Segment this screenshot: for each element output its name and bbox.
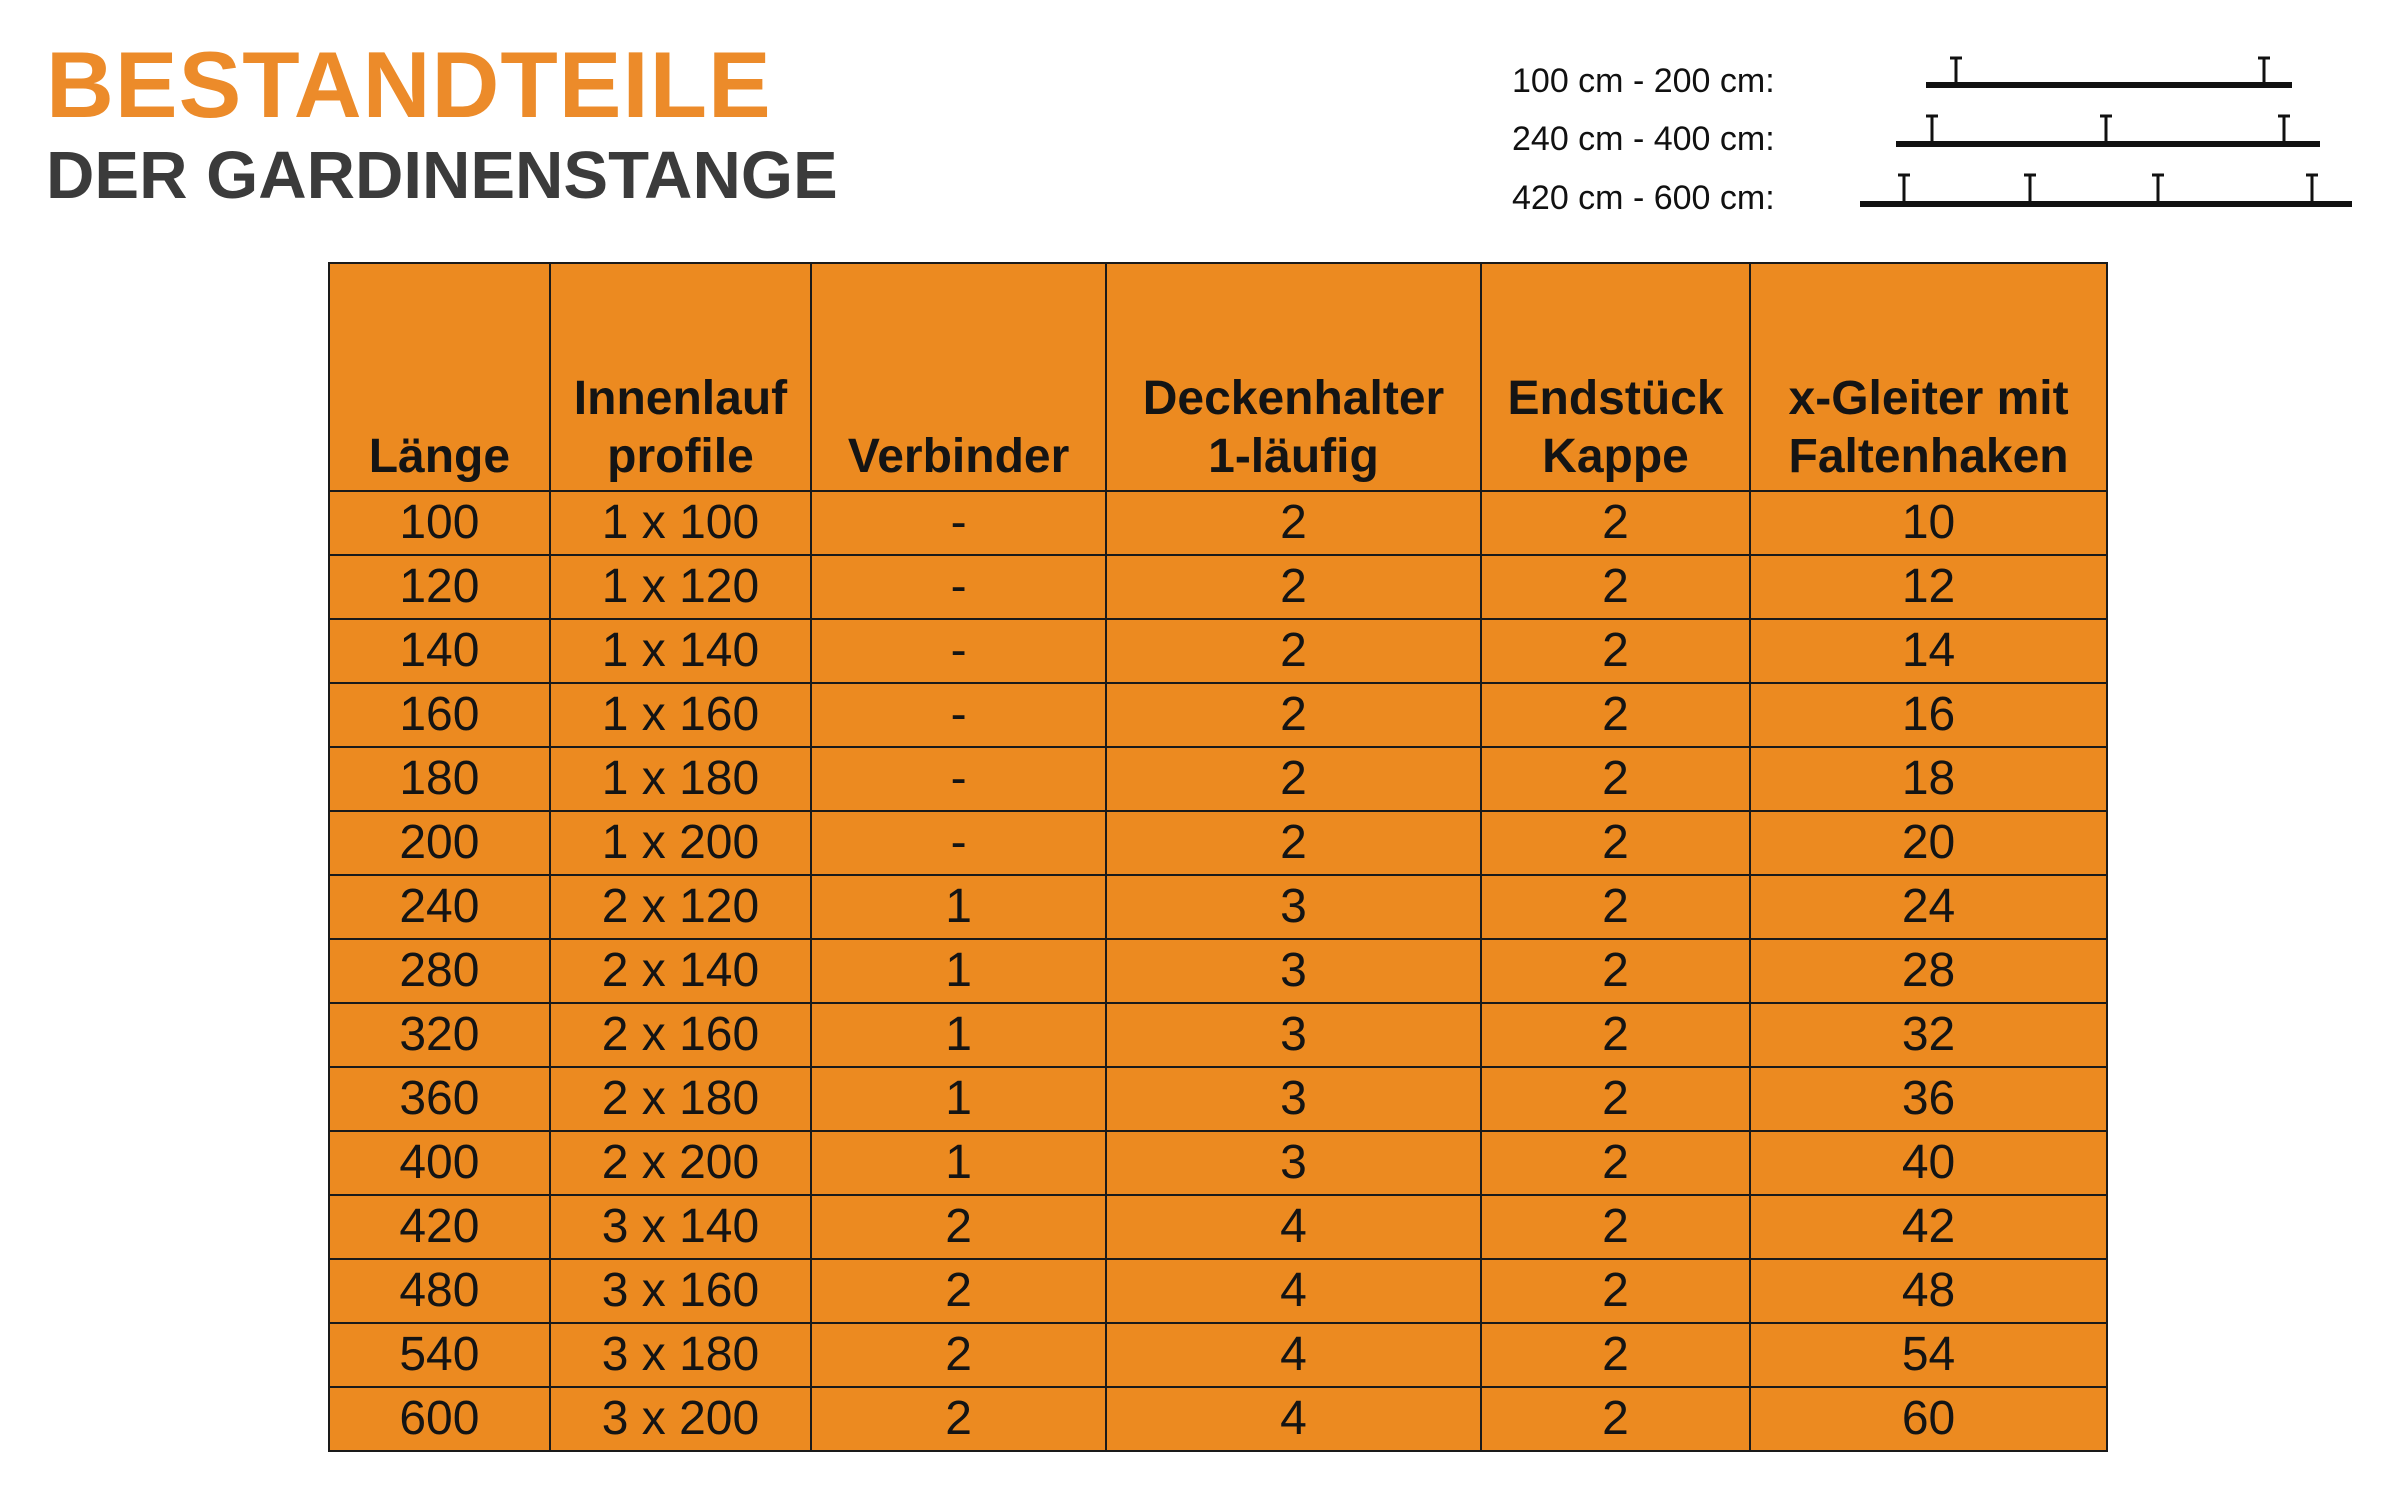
table-row bbox=[329, 683, 2107, 747]
cell-innenlauf-profile: 1 x 180 bbox=[550, 747, 811, 811]
cell-laenge: 180 bbox=[329, 747, 550, 811]
cell-verbinder: 2 bbox=[811, 1259, 1106, 1323]
cell-verbinder: 2 bbox=[811, 1387, 1106, 1451]
cell-endstueck-kappe: 2 bbox=[1481, 747, 1750, 811]
cell-laenge: 600 bbox=[329, 1387, 550, 1451]
cell-endstueck-kappe: 2 bbox=[1481, 1003, 1750, 1067]
header-label: Kappe bbox=[1542, 430, 1689, 483]
cell-endstueck-kappe: 2 bbox=[1481, 491, 1750, 555]
table-body bbox=[329, 491, 2107, 1451]
cell-laenge: 420 bbox=[329, 1195, 550, 1259]
table-row bbox=[329, 811, 2107, 875]
cell-gleiter-faltenhaken: 42 bbox=[1750, 1195, 2107, 1259]
legend-label-medium: 240 cm - 400 cm: bbox=[1512, 120, 1775, 158]
table-row bbox=[329, 1131, 2107, 1195]
cell-verbinder: - bbox=[811, 683, 1106, 747]
cell-innenlauf-profile: 1 x 200 bbox=[550, 811, 811, 875]
cell-laenge: 120 bbox=[329, 555, 550, 619]
header-label: Länge bbox=[368, 430, 511, 483]
header-col-innenlauf-profile bbox=[550, 263, 811, 491]
rod-diagram-small bbox=[1926, 58, 2292, 85]
cell-deckenhalter: 2 bbox=[1106, 491, 1481, 555]
parts-table bbox=[328, 262, 2108, 1452]
cell-laenge: 400 bbox=[329, 1131, 550, 1195]
cell-gleiter-faltenhaken: 12 bbox=[1750, 555, 2107, 619]
cell-endstueck-kappe: 2 bbox=[1481, 555, 1750, 619]
header-label: Faltenhaken bbox=[1788, 430, 2069, 483]
header-col-endstueck-kappe bbox=[1481, 263, 1750, 491]
cell-deckenhalter: 4 bbox=[1106, 1259, 1481, 1323]
cell-deckenhalter: 3 bbox=[1106, 1003, 1481, 1067]
legend-label-small: 100 cm - 200 cm: bbox=[1512, 62, 1775, 100]
table-row bbox=[329, 939, 2107, 1003]
table-row bbox=[329, 1323, 2107, 1387]
cell-gleiter-faltenhaken: 10 bbox=[1750, 491, 2107, 555]
cell-verbinder: - bbox=[811, 747, 1106, 811]
cell-deckenhalter: 3 bbox=[1106, 1067, 1481, 1131]
rod-diagram-medium bbox=[1896, 116, 2320, 144]
cell-laenge: 480 bbox=[329, 1259, 550, 1323]
cell-deckenhalter: 4 bbox=[1106, 1323, 1481, 1387]
table-row bbox=[329, 1003, 2107, 1067]
cell-deckenhalter: 4 bbox=[1106, 1387, 1481, 1451]
cell-endstueck-kappe: 2 bbox=[1481, 683, 1750, 747]
cell-deckenhalter: 2 bbox=[1106, 747, 1481, 811]
cell-gleiter-faltenhaken: 16 bbox=[1750, 683, 2107, 747]
cell-laenge: 360 bbox=[329, 1067, 550, 1131]
page-subtitle: DER GARDINENSTANGE bbox=[46, 138, 838, 213]
cell-laenge: 280 bbox=[329, 939, 550, 1003]
table-row bbox=[329, 1067, 2107, 1131]
cell-endstueck-kappe: 2 bbox=[1481, 1131, 1750, 1195]
header-label: Deckenhalter bbox=[1142, 372, 1445, 425]
cell-deckenhalter: 3 bbox=[1106, 875, 1481, 939]
cell-verbinder: 1 bbox=[811, 875, 1106, 939]
cell-verbinder: - bbox=[811, 555, 1106, 619]
cell-endstueck-kappe: 2 bbox=[1481, 1259, 1750, 1323]
legend-label-large: 420 cm - 600 cm: bbox=[1512, 179, 1775, 217]
cell-endstueck-kappe: 2 bbox=[1481, 811, 1750, 875]
cell-gleiter-faltenhaken: 18 bbox=[1750, 747, 2107, 811]
cell-innenlauf-profile: 2 x 140 bbox=[550, 939, 811, 1003]
cell-innenlauf-profile: 1 x 160 bbox=[550, 683, 811, 747]
cell-deckenhalter: 2 bbox=[1106, 555, 1481, 619]
table-row bbox=[329, 1259, 2107, 1323]
cell-innenlauf-profile: 3 x 160 bbox=[550, 1259, 811, 1323]
cell-laenge: 140 bbox=[329, 619, 550, 683]
cell-endstueck-kappe: 2 bbox=[1481, 1195, 1750, 1259]
cell-innenlauf-profile: 1 x 140 bbox=[550, 619, 811, 683]
cell-innenlauf-profile: 2 x 200 bbox=[550, 1131, 811, 1195]
header-col-gleiter-faltenhaken bbox=[1750, 263, 2107, 491]
cell-innenlauf-profile: 3 x 180 bbox=[550, 1323, 811, 1387]
table-row bbox=[329, 747, 2107, 811]
table-row bbox=[329, 875, 2107, 939]
cell-verbinder: - bbox=[811, 491, 1106, 555]
cell-deckenhalter: 4 bbox=[1106, 1195, 1481, 1259]
header-col-laenge bbox=[329, 263, 550, 491]
cell-endstueck-kappe: 2 bbox=[1481, 1387, 1750, 1451]
table-row bbox=[329, 491, 2107, 555]
table-row bbox=[329, 619, 2107, 683]
table-row bbox=[329, 1387, 2107, 1451]
cell-gleiter-faltenhaken: 14 bbox=[1750, 619, 2107, 683]
header-col-verbinder bbox=[811, 263, 1106, 491]
cell-endstueck-kappe: 2 bbox=[1481, 1323, 1750, 1387]
header-label: x-Gleiter mit bbox=[1788, 372, 2069, 425]
cell-gleiter-faltenhaken: 32 bbox=[1750, 1003, 2107, 1067]
cell-laenge: 160 bbox=[329, 683, 550, 747]
cell-verbinder: 1 bbox=[811, 1131, 1106, 1195]
cell-innenlauf-profile: 1 x 100 bbox=[550, 491, 811, 555]
cell-deckenhalter: 2 bbox=[1106, 619, 1481, 683]
rod-diagram bbox=[0, 0, 2400, 230]
cell-verbinder: 2 bbox=[811, 1323, 1106, 1387]
cell-deckenhalter: 2 bbox=[1106, 811, 1481, 875]
cell-gleiter-faltenhaken: 40 bbox=[1750, 1131, 2107, 1195]
cell-innenlauf-profile: 3 x 200 bbox=[550, 1387, 811, 1451]
cell-verbinder: 1 bbox=[811, 1003, 1106, 1067]
header-label: Endstück bbox=[1507, 372, 1724, 425]
cell-verbinder: - bbox=[811, 811, 1106, 875]
cell-gleiter-faltenhaken: 24 bbox=[1750, 875, 2107, 939]
cell-verbinder: - bbox=[811, 619, 1106, 683]
header-label: profile bbox=[607, 430, 754, 483]
header-label: Verbinder bbox=[847, 430, 1070, 483]
header-col-deckenhalter bbox=[1106, 263, 1481, 491]
cell-laenge: 240 bbox=[329, 875, 550, 939]
cell-gleiter-faltenhaken: 60 bbox=[1750, 1387, 2107, 1451]
cell-deckenhalter: 3 bbox=[1106, 1131, 1481, 1195]
cell-laenge: 200 bbox=[329, 811, 550, 875]
cell-verbinder: 1 bbox=[811, 939, 1106, 1003]
cell-laenge: 540 bbox=[329, 1323, 550, 1387]
cell-laenge: 320 bbox=[329, 1003, 550, 1067]
table-header-row bbox=[329, 263, 2107, 491]
cell-verbinder: 2 bbox=[811, 1195, 1106, 1259]
cell-gleiter-faltenhaken: 48 bbox=[1750, 1259, 2107, 1323]
cell-innenlauf-profile: 1 x 120 bbox=[550, 555, 811, 619]
cell-endstueck-kappe: 2 bbox=[1481, 619, 1750, 683]
cell-innenlauf-profile: 2 x 120 bbox=[550, 875, 811, 939]
header-label: 1-läufig bbox=[1208, 430, 1379, 483]
cell-gleiter-faltenhaken: 36 bbox=[1750, 1067, 2107, 1131]
cell-verbinder: 1 bbox=[811, 1067, 1106, 1131]
cell-laenge: 100 bbox=[329, 491, 550, 555]
cell-deckenhalter: 3 bbox=[1106, 939, 1481, 1003]
cell-deckenhalter: 2 bbox=[1106, 683, 1481, 747]
cell-innenlauf-profile: 3 x 140 bbox=[550, 1195, 811, 1259]
cell-endstueck-kappe: 2 bbox=[1481, 875, 1750, 939]
cell-endstueck-kappe: 2 bbox=[1481, 1067, 1750, 1131]
rod-diagram-large bbox=[1860, 175, 2352, 204]
cell-gleiter-faltenhaken: 28 bbox=[1750, 939, 2107, 1003]
cell-innenlauf-profile: 2 x 180 bbox=[550, 1067, 811, 1131]
table-row bbox=[329, 555, 2107, 619]
cell-gleiter-faltenhaken: 20 bbox=[1750, 811, 2107, 875]
header-label: Innenlauf bbox=[573, 372, 788, 425]
page-title: BESTANDTEILE bbox=[46, 32, 772, 137]
cell-innenlauf-profile: 2 x 160 bbox=[550, 1003, 811, 1067]
cell-endstueck-kappe: 2 bbox=[1481, 939, 1750, 1003]
table-row bbox=[329, 1195, 2107, 1259]
cell-gleiter-faltenhaken: 54 bbox=[1750, 1323, 2107, 1387]
